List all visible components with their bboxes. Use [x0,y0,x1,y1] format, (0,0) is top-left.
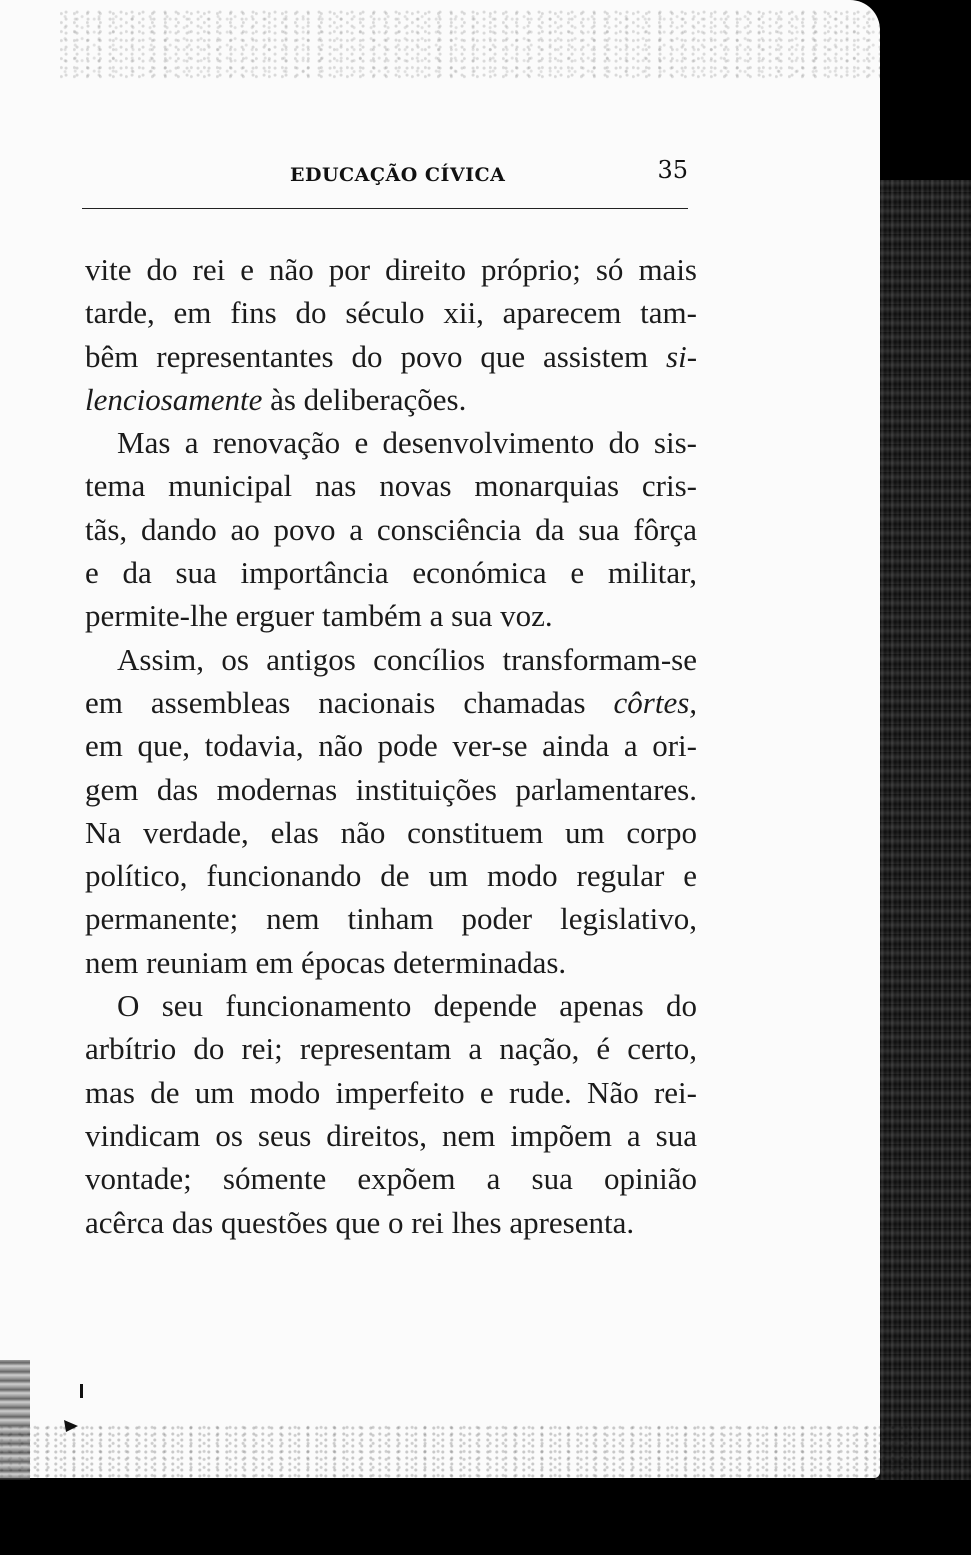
text-line: Na verdade, elas não constituem um corpo [85,814,697,850]
text-line: bêm representantes do povo que assistem si- [85,338,698,374]
page-header [82,150,688,200]
text-line: Assim, os antigos concílios transformam-se [117,641,697,677]
text-line: em que, todavia, não pode ver-se ainda a ori- [85,728,697,764]
paragraph-1 [85,248,697,421]
paragraph-2 [85,421,697,637]
text-line: mas de um modo imperfeito e rude. Não rei- [85,1074,697,1110]
text-line: tema municipal nas novas monarquias cris- [85,468,697,504]
text-line: gem das modernas instituições parlamentares. [85,771,697,807]
text-line: tarde, em fins do século xii, aparecem tam- [85,295,697,331]
book-edge-shadow [875,180,971,1480]
text-line: vindicam os seus direitos, nem impõem a sua [85,1117,697,1153]
running-title: EDUCAÇÃO CÍVICA [290,164,506,186]
page-number: 35 [657,156,688,184]
text-line: político, funcionando de um modo regular e [85,858,697,894]
text-line: permite-lhe erguer também a sua voz. [85,598,553,634]
scan-noise-top [60,10,930,80]
text-line: lenciosamente às deliberações. [85,381,467,417]
text-line: acêrca das questões que o rei lhes apresenta. [85,1204,635,1240]
text-line: em assembleas nacionais chamadas côrtes, [85,684,698,720]
text-line: tãs, dando ao povo a consciência da sua fôrça [85,511,697,547]
text-line: vontade; sómente expõem a sua opinião [85,1161,697,1197]
scan-noise-bottom [0,1425,920,1480]
body-text [85,248,697,1244]
text-line: vite do rei e não por direito próprio; só mais [85,252,697,287]
scan-noise-left [0,1360,30,1480]
header-rule [82,208,688,209]
paragraph-3 [85,638,697,984]
text-line: nem reuniam em épocas determinadas. [85,944,567,980]
text-line: arbítrio do rei; representam a nação, é certo, [85,1031,697,1067]
italic-word: côrtes, [613,684,698,720]
text-line: O seu funcionamento depende apenas do [117,988,697,1024]
text-line: permanente; nem tinham poder legislativo, [85,901,697,937]
text-line: Mas a renovação e desenvolvimento do sis- [117,425,697,461]
italic-word: si- [666,338,698,374]
paragraph-4 [85,984,697,1244]
text-line: e da sua importância económica e militar, [85,555,697,591]
italic-word: lenciosamente [85,381,263,417]
